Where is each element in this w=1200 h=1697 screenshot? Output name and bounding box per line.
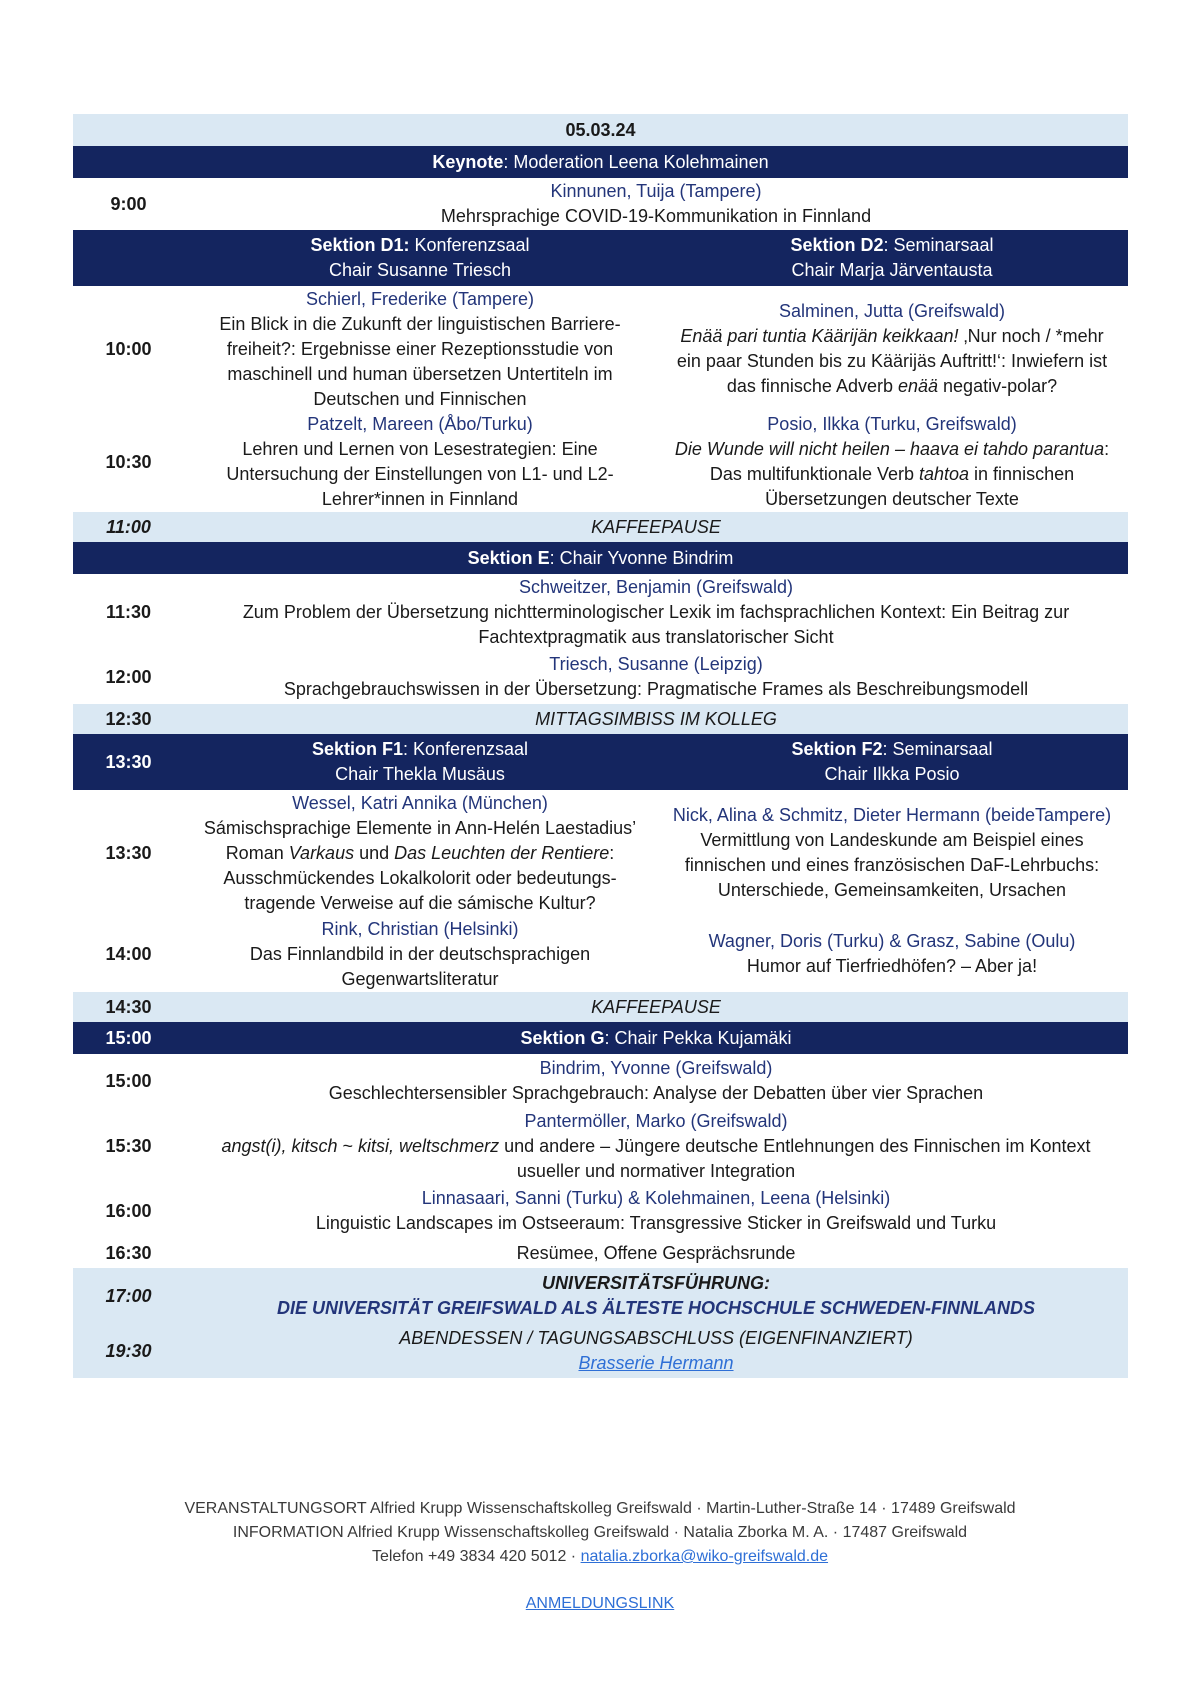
- section-label: Sektion D2: [790, 235, 884, 255]
- speaker-name: Triesch, Susanne (Leipzig): [549, 654, 763, 674]
- time-cell: 13:30: [105, 751, 152, 772]
- section-g-heading: [184, 1022, 1128, 1054]
- dinner-label: ABENDESSEN / TAGUNGSABSCHLUSS (EIGENFINANZIERT): [399, 1328, 913, 1348]
- talk-title-line: maschinell und human übersetzen Untertiteln im: [227, 363, 613, 384]
- tour-cell: [184, 1268, 1128, 1324]
- section-room: : Seminarsaal: [883, 235, 994, 255]
- section-f1-heading: [184, 734, 656, 790]
- time-cell: 9:00: [110, 193, 147, 214]
- brasserie-link[interactable]: Brasserie Hermann: [578, 1353, 734, 1373]
- talk-cell-left: [184, 412, 656, 512]
- section-room: : Seminarsaal: [882, 739, 993, 759]
- dinner-row: [73, 1324, 1128, 1378]
- break-label: MITTAGSIMBISS IM KOLLEG: [535, 708, 777, 729]
- time-cell: 15:00: [105, 1070, 152, 1091]
- time-cell: 15:00: [105, 1027, 152, 1048]
- talk-title: Humor auf Tierfriedhöfen? – Aber ja!: [746, 956, 1038, 976]
- talk-title-line: Deutschen und Finnischen: [313, 388, 527, 409]
- break-label: KAFFEEPAUSE: [591, 516, 721, 537]
- schedule-table: [73, 114, 1128, 1378]
- tour-row: [73, 1268, 1128, 1324]
- talk-title-line: Ein Blick in die Zukunft der linguistischen Barriere-: [219, 313, 621, 334]
- speaker-name: Schweitzer, Benjamin (Greifswald): [518, 576, 794, 597]
- session-row: [73, 1054, 1128, 1108]
- talk-title-line: das finnische Adverb enää negativ-polar?: [726, 376, 1058, 396]
- time-cell: 14:00: [105, 943, 152, 964]
- talk-cell-left: [184, 916, 656, 992]
- session-row: [73, 286, 1128, 412]
- section-f2-heading: [656, 734, 1128, 790]
- time-cell: 10:00: [105, 338, 152, 359]
- section-d1-heading: [184, 230, 656, 286]
- time-cell: 10:30: [105, 451, 152, 472]
- talk-title-line: tragende Verweise auf die sámische Kultur?: [244, 892, 596, 913]
- keynote-label: Keynote: [432, 151, 504, 172]
- talk-title-line: Vermittlung von Landeskunde am Beispiel eines: [700, 830, 1084, 850]
- section-header: [73, 734, 1128, 790]
- registration-link[interactable]: ANMELDUNGSLINK: [525, 1595, 675, 1612]
- speaker-name: Rink, Christian (Helsinki): [321, 918, 519, 939]
- tour-subheading: DIE UNIVERSITÄT GREIFSWALD ALS ÄLTESTE HOCHSCHULE SCHWEDEN-FINNLANDS: [276, 1298, 1035, 1318]
- talk-title-line: freiheit?: Ergebnisse einer Rezeptionsstudie von: [226, 338, 614, 359]
- speaker-name: Wagner, Doris (Turku) & Grasz, Sabine (Oulu): [708, 931, 1076, 951]
- talk-title-line: Übersetzungen deutscher Texte: [765, 489, 1019, 509]
- keynote-moderation: : Moderation Leena Kolehmainen: [503, 151, 769, 172]
- speaker-name: Schierl, Frederike (Tampere): [305, 288, 535, 309]
- talk-title-line: Gegenwartsliteratur: [341, 968, 499, 989]
- section-e-heading: [73, 542, 1128, 574]
- talk-title-line: Enää pari tuntia Käärijän keikkaan! ‚Nur noch / *mehr: [680, 326, 1104, 346]
- talk-title-line: ein paar Stunden bis zu Käärijäs Auftritt!‘: Inwiefern ist: [676, 351, 1108, 371]
- talk-cell: [184, 574, 1128, 650]
- time-cell: 17:00: [105, 1285, 152, 1306]
- talk-title-line: finnischen und eines französischen DaF-Lehrbuchs:: [684, 855, 1100, 875]
- speaker-name: Posio, Ilkka (Turku, Greifswald): [767, 414, 1017, 434]
- speaker-name: Salminen, Jutta (Greifswald): [778, 301, 1006, 321]
- talk-cell-left: [184, 286, 656, 412]
- tour-heading: UNIVERSITÄTSFÜHRUNG:: [542, 1273, 770, 1293]
- dinner-cell: [184, 1324, 1128, 1378]
- section-chair: Chair Ilkka Posio: [824, 764, 960, 784]
- section-header: [73, 542, 1128, 574]
- session-row: [73, 1184, 1128, 1238]
- speaker-name: Kinnunen, Tuija (Tampere): [550, 181, 762, 201]
- time-cell: 13:30: [105, 842, 152, 863]
- footer: [0, 1497, 1200, 1569]
- session-row: [73, 650, 1128, 704]
- time-cell: 11:30: [105, 601, 152, 622]
- session-row: [73, 412, 1128, 512]
- time-cell: 16:30: [105, 1242, 152, 1263]
- section-room: : Konferenzsaal: [402, 739, 529, 759]
- time-cell: 16:00: [105, 1200, 152, 1221]
- section-d2-heading: [656, 230, 1128, 286]
- talk-title-line: Das multifunktionale Verb tahtoa in finnischen: [709, 464, 1075, 484]
- talk-title-line: Die Wunde will nicht heilen – haava ei tahdo parantua:: [674, 439, 1110, 459]
- talk-cell-right: [656, 286, 1128, 412]
- time-cell: 19:30: [105, 1340, 152, 1361]
- section-chair: Chair Susanne Triesch: [328, 260, 512, 280]
- break-row: [73, 704, 1128, 734]
- session-row: [73, 178, 1128, 230]
- section-label: Sektion D1:: [310, 235, 410, 255]
- speaker-name: Linnasaari, Sanni (Turku) & Kolehmainen, Leena (Helsinki): [421, 1188, 891, 1208]
- talk-title: Sprachgebrauchswissen in der Übersetzung: Pragmatische Frames als Beschreibungsmodell: [283, 679, 1029, 699]
- talk-cell-right: [656, 412, 1128, 512]
- talk-cell: [184, 1108, 1128, 1184]
- talk-cell-right: [656, 916, 1128, 992]
- speaker-name: Wessel, Katri Annika (München): [292, 792, 548, 813]
- date-heading: 05.03.24: [565, 119, 636, 140]
- section-label: Sektion F1: [311, 739, 403, 759]
- session-row: [73, 1238, 1128, 1268]
- contact-line: [0, 1545, 1200, 1569]
- break-label: KAFFEEPAUSE: [591, 996, 721, 1017]
- talk-cell: [184, 1054, 1128, 1108]
- section-label: Sektion F2: [791, 739, 883, 759]
- talk-title-line: angst(i), kitsch ~ kitsi, weltschmerz und andere – Jüngere deutsche Entlehnungen des Finnischen im Kontext: [221, 1135, 1091, 1156]
- talk-title-line: Untersuchung der Einstellungen von L1- und L2-: [226, 464, 614, 484]
- talk-title-line: Fachtextpragmatik aus translatorischer Sicht: [478, 626, 834, 647]
- venue-line: VERANSTALTUNGSORT Alfried Krupp Wissenschaftskolleg Greifswald · Martin-Luther-Straße 14 · 17489 Greifswald: [184, 1500, 1016, 1517]
- session-row: [73, 790, 1128, 916]
- section-room: Konferenzsaal: [409, 235, 530, 255]
- section-chair: : Chair Pekka Kujamäki: [604, 1027, 792, 1048]
- talk-cell-left: [184, 790, 656, 916]
- talk-cell: [184, 1184, 1128, 1238]
- talk-title-line: usueller und normativer Integration: [516, 1160, 796, 1181]
- time-cell: 12:30: [105, 708, 152, 729]
- section-header: [73, 1022, 1128, 1054]
- talk-title-line: Ausschmückendes Lokalkolorit oder bedeutungs-: [223, 867, 617, 888]
- session-row: [73, 916, 1128, 992]
- time-cell: 14:30: [105, 996, 152, 1017]
- talk-cell: [184, 178, 1128, 230]
- talk-title-line: Sámischsprachige Elemente in Ann-Helén Laestadius’: [203, 817, 637, 838]
- section-chair: Chair Marja Järventausta: [791, 260, 993, 280]
- keynote-heading: [73, 146, 1128, 178]
- break-row: [73, 512, 1128, 542]
- speaker-name: Bindrim, Yvonne (Greifswald): [539, 1058, 773, 1078]
- information-line: INFORMATION Alfried Krupp Wissenschaftskolleg Greifswald · Natalia Zborka M. A. · 17487 Greifswald: [232, 1524, 968, 1541]
- talk-title-line: Lehren und Lernen von Lesestrategien: Eine: [242, 439, 598, 459]
- talk-cell-right: [656, 790, 1128, 916]
- talk-title-line: Zum Problem der Übersetzung nichtterminologischer Lexik im fachsprachlichen Kontext: Ein Beitrag zur: [242, 601, 1070, 622]
- talk-title-line: Lehrer*innen in Finnland: [321, 489, 519, 509]
- time-cell: 12:00: [105, 666, 152, 687]
- talk-cell: [184, 650, 1128, 704]
- session-row: [73, 1108, 1128, 1184]
- phone-text: Telefon +49 3834 420 5012 ·: [371, 1548, 581, 1565]
- talk-title-line: Unterschiede, Gemeinsamkeiten, Ursachen: [717, 880, 1067, 900]
- talk-title-line: Roman Varkaus und Das Leuchten der Rentiere:: [225, 842, 615, 863]
- session-row: [73, 574, 1128, 650]
- speaker-name: Pantermöller, Marko (Greifswald): [524, 1110, 788, 1131]
- date-row: [73, 114, 1128, 146]
- email-link[interactable]: natalia.zborka@wiko-greifswald.de: [580, 1548, 829, 1565]
- speaker-name: Nick, Alina & Schmitz, Dieter Hermann (beideTampere): [672, 805, 1112, 825]
- talk-title: Geschlechtersensibler Sprachgebrauch: Analyse der Debatten über vier Sprachen: [328, 1083, 984, 1103]
- time-cell: 11:00: [106, 516, 151, 537]
- break-row: [73, 992, 1128, 1022]
- speaker-name: Patzelt, Mareen (Åbo/Turku): [307, 414, 533, 434]
- section-chair: : Chair Yvonne Bindrim: [549, 547, 734, 568]
- talk-title: Linguistic Landscapes im Ostseeraum: Transgressive Sticker in Greifswald und Turku: [315, 1213, 997, 1233]
- section-header: [73, 230, 1128, 286]
- talk-title: Resümee, Offene Gesprächsrunde: [516, 1242, 796, 1263]
- talk-title: Mehrsprachige COVID-19-Kommunikation in Finnland: [440, 206, 872, 226]
- section-chair: Chair Thekla Musäus: [335, 764, 505, 784]
- time-cell: 15:30: [105, 1135, 152, 1156]
- section-label: Sektion G: [520, 1027, 605, 1048]
- section-label: Sektion E: [467, 547, 550, 568]
- keynote-header: [73, 146, 1128, 178]
- talk-title-line: Das Finnlandbild in der deutschsprachigen: [249, 943, 591, 964]
